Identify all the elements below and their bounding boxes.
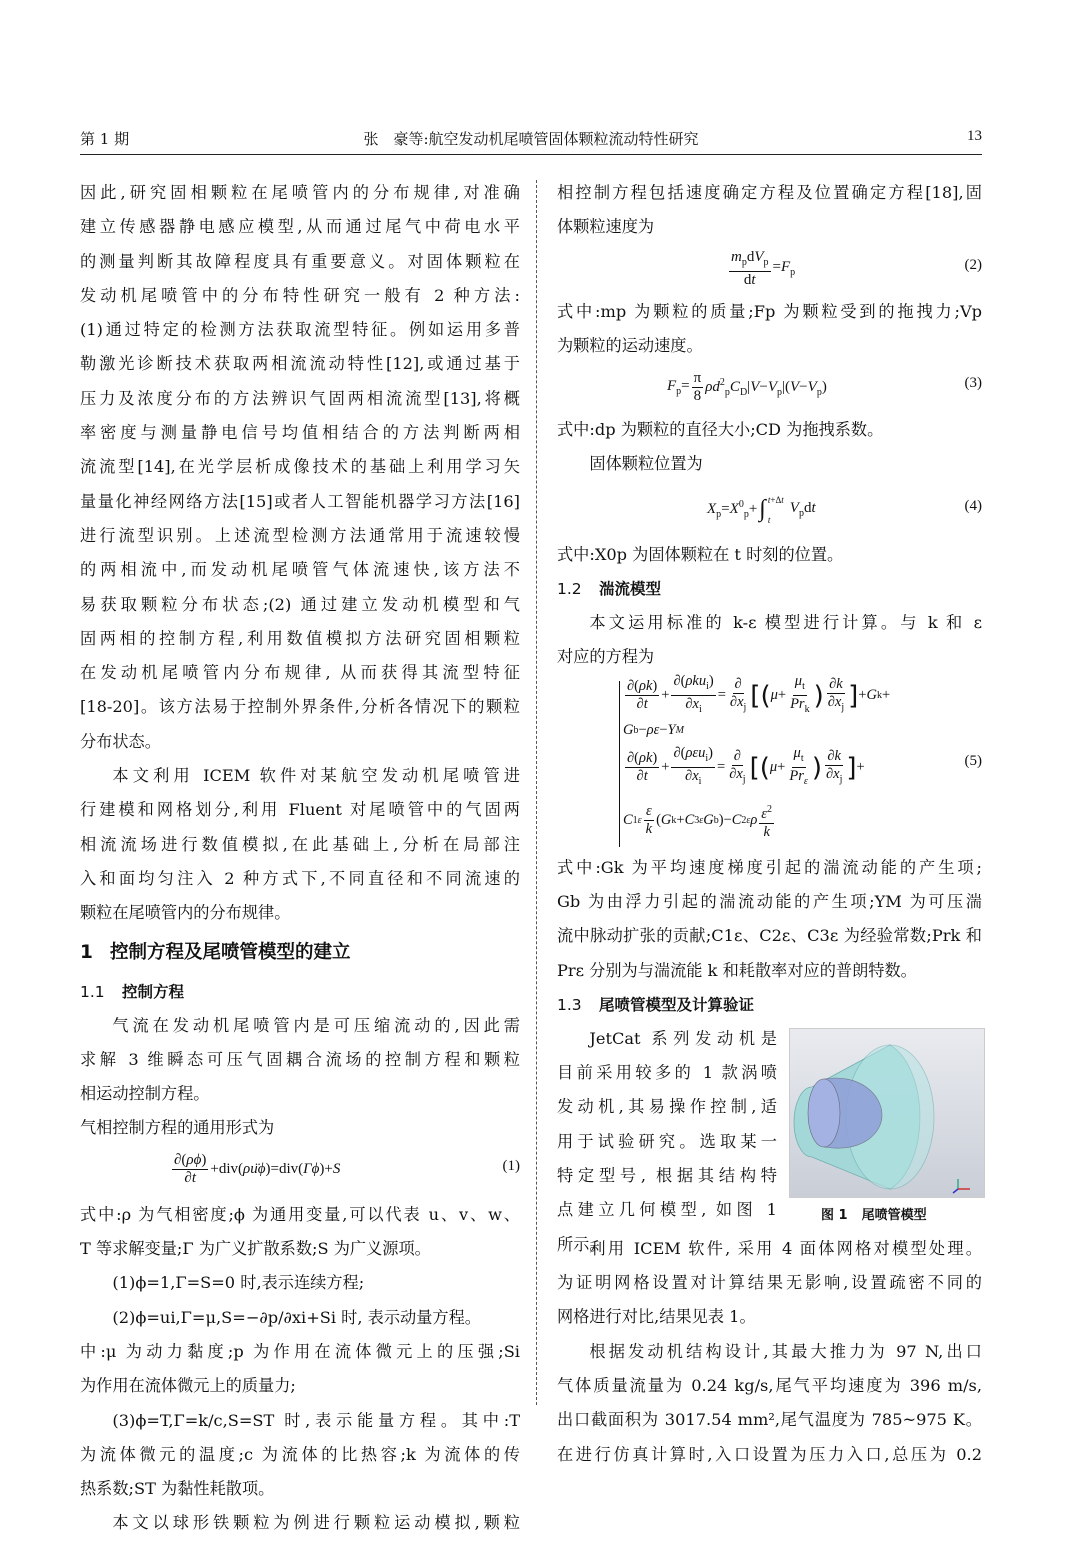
text-line: 对应的方程为 [557, 647, 655, 667]
text-line: 压力及浓度分布的方法辨识气固两相流流型[13],将概 [80, 388, 520, 408]
text-line: 目前采用较多的 1 款涡喷 [557, 1063, 777, 1083]
text-line: 为流体微元的温度;c 为流体的比热容;k 为流体的传 [80, 1444, 520, 1464]
text-line: 本文利用 ICEM 软件对某航空发动机尾喷管进 [112, 766, 520, 786]
text-line: 固体颗粒位置为 [589, 454, 703, 474]
text-line: Prε 分别为与湍流能 k 和耗散率对应的普朗特数。 [557, 960, 917, 980]
text-line: 流流型[14],在光学层析成像技术的基础上利用学习矢 [80, 457, 520, 477]
text-line: 气体质量流量为 0.24 kg/s,尾气平均速度为 396 m/s, [557, 1376, 982, 1396]
text-line: 为证明网格设置对计算结果无影响,设置疏密不同的 [557, 1273, 982, 1293]
text-line: 率密度与测量静电信号均值相结合的方法判断两相 [80, 423, 520, 443]
subsection-heading [557, 988, 982, 1022]
text-line: 发动机,其易操作控制,适 [557, 1097, 777, 1117]
text-line: 进行流型识别。上述流型检测方法通常用于流速较慢 [80, 525, 520, 545]
text-line: 本文以球形铁颗粒为例进行颗粒运动模拟,颗粒 [112, 1513, 520, 1533]
text-line: 出口截面积为 3017.54 mm²,尾气温度为 785~975 K。 [557, 1410, 982, 1430]
text-line: 的测量判断其故障程度具有重要意义。对固体颗粒在 [80, 251, 520, 271]
right-column [557, 176, 982, 1472]
text-line: 式中:mp 为颗粒的质量;Fp 为颗粒受到的拖拽力;Vp [557, 301, 982, 321]
text-line: 式中:dp 为颗粒的直径大小;CD 为拖拽系数。 [557, 420, 884, 440]
running-title: 张 豪等:航空发动机尾喷管固体颗粒流动特性研究 [363, 130, 699, 148]
text-line: 流中脉动扩张的贡献;C1ε、C2ε、C3ε 为经验常数;Prk 和 [557, 926, 982, 946]
subsection-number: 1.2 [557, 580, 582, 599]
equation-number: (2) [964, 256, 982, 273]
intro-paragraph [80, 176, 520, 759]
text-line: [18-20]。该方法易于控制外界条件,分析各情况下的颗粒 [80, 697, 520, 717]
text-line: 根据发动机结构设计,其最大推力为 97 N,出口 [589, 1341, 982, 1361]
equation-number: (5) [964, 752, 982, 769]
figure-side-text [557, 1022, 777, 1262]
section-title: 控制方程及尾喷管模型的建立 [110, 941, 351, 963]
text-line: 为颗粒的运动速度。 [557, 335, 703, 355]
column-divider [536, 180, 537, 1405]
text-line: 式中:Gk 为平均速度梯度引起的湍流动能的产生项; [557, 857, 982, 877]
text-line: 本文运用标准的 k-ε 模型进行计算。与 k 和 ε [589, 613, 982, 633]
text-line: 式中:ρ 为气相密度;ϕ 为通用变量,可以代表 u、v、w、 [80, 1204, 520, 1224]
text-line: 固两相的控制方程,利用数值模拟方法研究固相颗粒 [80, 628, 520, 648]
text-line: 所示。 [557, 1234, 606, 1254]
text-line: 易获取颗粒分布状态;(2) 通过建立发动机模型和气 [80, 594, 520, 614]
equation-5: $\frac{\partial(\rho k)}{\partial t}$ + $\frac{\partial(\rho ku_i)}{\partial x_i}$ = $\frac{\partial}{\partial x_j}$ [ ( μ + $\frac{\mu_t}{Pr_k}$ ) $\frac{\partial k}{\partial x_j}$ ] + G k + G b − ρε − Y M $\frac{\partial(\rho k)}{\partial t}$ + $\frac{\partial(\rho\varepsilon u_i)}{\partial x_i}$ = $\frac{\partial}{\partial x_j}$ [ ( μ + $\frac{\mu_t}{Pr_\varepsilon}$ ) $\frac{\partial k}{\partial x_j}$ ] + C 1ε $\frac{\varepsilon}{k}$ ( G k + C 3ε G b )− C 2ε ρ $\frac{\varepsilon^2}{k}$ (5) [557, 675, 982, 851]
text-line: 气流在发动机尾喷管内是可压缩流动的,因此需 [112, 1015, 520, 1035]
text-line: 为作用在流体微元上的质量力; [80, 1376, 296, 1396]
subsection-heading [80, 975, 520, 1009]
text-line: 在进行仿真计算时,入口设置为压力入口,总压为 0.2 [557, 1444, 982, 1464]
equation-2: $\frac{m_pdV_p}{dt}$ $=F_p$ (2) [731, 248, 982, 288]
text-line: 建立传感器静电感应模型,从而通过尾气中荷电水平 [80, 217, 520, 237]
text-line: JetCat 系列发动机是 [589, 1028, 777, 1048]
text-line: 利用 ICEM 软件, 采用 4 面体网格对模型处理。 [589, 1238, 982, 1258]
equation-1: $\frac{\partial(\rho\phi)}{\partial t}$ +div(ρuϕ)=div(Γϕ)+S (1) [174, 1152, 520, 1187]
left-column [80, 176, 520, 1541]
text-line: 用于试验研究。选取某一 [557, 1131, 777, 1151]
text-line: 量量化神经网络方法[15]或者人工智能机器学习方法[16] [80, 491, 520, 511]
text-line: 体颗粒速度为 [557, 217, 655, 237]
section-number: 1 [80, 941, 93, 963]
text-line: 网格进行对比,结果见表 1。 [557, 1307, 756, 1327]
text-line: Gb 为由浮力引起的湍流动能的产生项;YM 为可压湍 [557, 891, 982, 911]
text-line: 中:μ 为动力黏度;p 为作用在流体微元上的压强;Si [80, 1341, 520, 1361]
running-header [80, 124, 982, 155]
page-number: 13 [967, 128, 982, 144]
text-line: 颗粒在尾喷管内的分布规律。 [80, 903, 291, 923]
nozzle-model-figure [789, 1028, 985, 1198]
text-line: 特定型号, 根据其结构特 [557, 1166, 777, 1186]
section-heading [80, 931, 520, 975]
text-line: (2)ϕ=ui,Γ=μ,S=−∂p/∂xi+Si 时, 表示动量方程。 [112, 1307, 481, 1327]
text-line: 气相控制方程的通用形式为 [80, 1118, 275, 1138]
text-line: 发动机尾喷管中的分布特性研究一般有 2 种方法: [80, 285, 520, 305]
text-line: 在发动机尾喷管内分布规律, 从而获得其流型特征 [80, 663, 520, 683]
text-line: 相运动控制方程。 [80, 1084, 210, 1104]
equation-4: $X_p=X^0_p+$ ∫ t+Δt t $V_pdt$ (4) [707, 494, 982, 525]
text-line: (1)ϕ=1,Γ=S=0 时,表示连续方程; [112, 1273, 365, 1293]
subsection-title: 尾喷管模型及计算验证 [599, 995, 755, 1014]
method-paragraph [80, 759, 520, 930]
text-line: 点建立几何模型, 如图 1 [557, 1200, 777, 1220]
text-line: (3)ϕ=T,Γ=k/c,S=ST 时,表示能量方程。其中:T [112, 1410, 520, 1430]
subsection-number: 1.1 [80, 982, 105, 1001]
subsection-title: 湍流模型 [599, 580, 662, 599]
text-line: T 等求解变量;Γ 为广义扩散系数;S 为广义源项。 [80, 1239, 431, 1259]
equation-number: (3) [964, 375, 982, 392]
equation-brace [619, 681, 620, 847]
text-line: 相流流场进行数值模拟,在此基础上,分析在局部注 [80, 834, 520, 854]
text-line: 求解 3 维瞬态可压气固耦合流场的控制方程和颗粒 [80, 1049, 520, 1069]
subsection-heading [557, 572, 982, 606]
text-line: 行建模和网格划分,利用 Fluent 对尾喷管中的气固两 [80, 800, 520, 820]
text-line: 勒激光诊断技术获取两相流流动特性[12],或通过基于 [80, 354, 520, 374]
equation-number: (1) [502, 1157, 520, 1174]
text-line: 分布状态。 [80, 731, 161, 751]
subsection-title: 控制方程 [122, 982, 185, 1001]
text-line: 因此,研究固相颗粒在尾喷管内的分布规律,对准确 [80, 183, 520, 202]
figure-caption [821, 1204, 941, 1223]
text-line: 的两相流中,而发动机尾喷管气体流速快,该方法不 [80, 560, 520, 580]
text-line: (1)通过特定的检测方法获取流型特征。例如运用多普 [80, 320, 520, 340]
equation-3: $F_p=$ $\frac{\pi}{8}$ $\rho d^2_pC_D|V-V_p|(V-V_p)$ (3) [667, 369, 982, 404]
text-line: 入和面均匀注入 2 种方式下,不同直径和不同流速的 [80, 868, 520, 888]
equation-number: (4) [964, 497, 982, 514]
subsection-number: 1.3 [557, 995, 582, 1014]
figure-title: 尾喷管模型 [861, 1207, 927, 1223]
issue-label: 第 1 期 [80, 130, 130, 148]
text-line: 热系数;ST 为黏性耗散项。 [80, 1479, 275, 1499]
text-line: 式中:X0p 为固体颗粒在 t 时刻的位置。 [557, 544, 844, 564]
figure-number: 图 1 [821, 1207, 848, 1223]
text-line: 相控制方程包括速度确定方程及位置确定方程[18],固 [557, 183, 982, 202]
